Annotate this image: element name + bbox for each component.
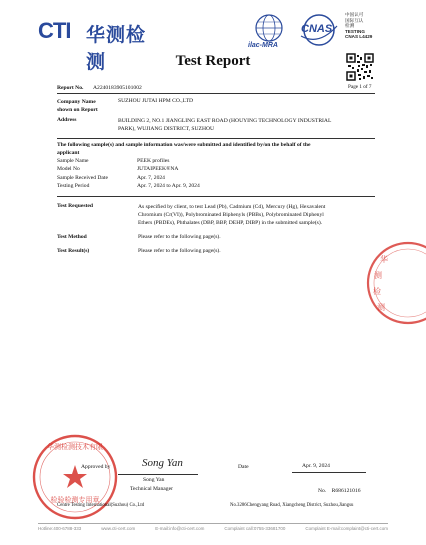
cnas-accreditation-block xyxy=(345,12,395,40)
sample-row-label: Sample Received Date xyxy=(57,174,108,181)
sample-row-value: PEEK profiles xyxy=(137,158,170,164)
date-line xyxy=(292,472,366,473)
svg-text:华测检测技术有限: 华测检测技术有限 xyxy=(47,443,103,451)
test-requested-line-3: Ethers (PBDEs), Phthalates (DBP, BBP, DEHP, DIBP) in the submitted sample(s). xyxy=(138,220,323,226)
address-divider xyxy=(57,138,375,139)
contact-hotline: Hotline:400-6788-333 xyxy=(38,526,82,531)
sample-row-value: Apr. 7, 2024 xyxy=(137,174,165,181)
address-label: Address xyxy=(57,117,77,123)
cnas-text: CNAS xyxy=(301,23,333,35)
contact-bar xyxy=(38,526,388,531)
sample-info-table xyxy=(57,158,357,192)
test-requested-label: Test Requested xyxy=(57,203,93,209)
cti-logo-cn: 华测检测 xyxy=(86,25,147,73)
ilac-mra-text: ilac-MRA xyxy=(248,42,278,49)
contact-complaint-call: Complaint call:0755-33681700 xyxy=(224,526,286,531)
sample-intro-line-2: applicant xyxy=(57,150,80,156)
sample-row-label: Testing Period xyxy=(57,183,90,190)
cnas-logo xyxy=(295,12,343,52)
page-number: Page 1 of 7 xyxy=(348,84,372,90)
test-method-label: Test Method xyxy=(57,234,87,240)
sample-row xyxy=(57,158,357,166)
test-results-value: Please refer to the following page(s). xyxy=(138,248,221,254)
sample-row-value: JUTAIPEEK®NA xyxy=(137,166,179,173)
qr-code-icon xyxy=(346,53,374,81)
cnas-cn-line-2: 国际互认 xyxy=(345,17,364,23)
cnas-cn-line-1: 中国认可 xyxy=(345,12,364,17)
svg-text:检: 检 xyxy=(373,287,381,296)
ilac-mra-logo xyxy=(244,12,294,52)
company-label xyxy=(57,98,98,114)
footer-address: No.3286Chengyang Road, Xiangcheng District, Suzhou,Jiangsu xyxy=(230,503,354,508)
sample-row-value: Apr. 7, 2024 to Apr. 9, 2024 xyxy=(137,183,200,190)
date-value: Apr. 9, 2024 xyxy=(302,463,330,469)
cnas-cn-line-3: 检测 xyxy=(345,23,355,29)
sample-row xyxy=(57,183,357,191)
report-seq-value: R686121016 xyxy=(331,488,361,494)
address-value xyxy=(118,117,331,133)
svg-text:测: 测 xyxy=(377,303,385,312)
test-requested-value xyxy=(138,203,378,227)
company-label-line-2: shown on Report xyxy=(57,107,98,113)
address-line-2: PARK), WUJIANG DISTRICT, SUZHOU xyxy=(118,126,215,132)
svg-text:检验检测专用章: 检验检测专用章 xyxy=(50,496,100,504)
date-label: Date xyxy=(238,464,249,470)
contact-complaint-email[interactable]: Complaint E-mail:complaint@cti-cert.com xyxy=(305,526,388,531)
sample-intro xyxy=(57,141,311,157)
approver-title: Technical Manager xyxy=(130,486,173,492)
sample-row-label: Model No xyxy=(57,166,80,173)
sample-intro-line-1: The following sample(s) and sample information was/were submitted and identified by/on the behalf of the xyxy=(57,142,311,148)
address-line-1: BUILDING 2, NO.1 JIANGLING EAST ROAD (HOUYING TECHNOLOGY INDUSTRIAL xyxy=(118,118,332,124)
test-method-value: Please refer to the following page(s). xyxy=(138,234,221,240)
cnas-testing: TESTING xyxy=(345,28,365,34)
cnas-code: CNAS L4429 xyxy=(345,34,373,40)
page-title: Test Report xyxy=(175,53,251,69)
footer-company: Centre Testing International(Suzhou) Co.,Ltd xyxy=(57,503,145,508)
header-divider xyxy=(57,93,375,94)
approver-signature: Song Yan xyxy=(142,457,183,469)
cti-logo xyxy=(38,18,158,73)
test-requested-line-2: Chromium (Cr(VI)), Polybrominated Biphenyls (PBBs), Polybrominated Diphenyl xyxy=(138,212,324,218)
approver-name: Song Yan xyxy=(143,477,165,483)
test-requested-line-1: As specified by client, to test Lead (Pb), Cadmium (Cd), Mercury (Hg), Hexavalent xyxy=(138,204,326,210)
report-seq xyxy=(318,488,361,494)
report-no-label: Report No. xyxy=(57,85,84,91)
report-no-value: A2240183905101002 xyxy=(93,85,142,91)
cti-logo-mark: CTI xyxy=(38,18,71,43)
contact-website[interactable]: www.cti-cert.com xyxy=(101,526,136,531)
report-seq-label: No. xyxy=(318,488,327,494)
sample-row xyxy=(57,166,357,174)
sample-divider xyxy=(57,196,375,197)
svg-text:测: 测 xyxy=(374,271,382,280)
svg-text:华: 华 xyxy=(380,255,388,264)
approved-by-label: Approved by xyxy=(81,464,111,470)
official-seal-stamp xyxy=(30,432,120,522)
seal-edge-stamp xyxy=(364,238,426,328)
company-value: SUZHOU JUTAI HPM CO.,LTD xyxy=(118,98,194,104)
bottom-divider xyxy=(38,523,388,524)
company-label-line-1: Company Name xyxy=(57,99,96,105)
contact-email[interactable]: E-mail:info@cti-cert.com xyxy=(155,526,205,531)
sample-row-label: Sample Name xyxy=(57,158,89,164)
sample-row xyxy=(57,175,357,183)
test-results-label: Test Result(s) xyxy=(57,248,90,254)
signature-line xyxy=(118,474,198,475)
